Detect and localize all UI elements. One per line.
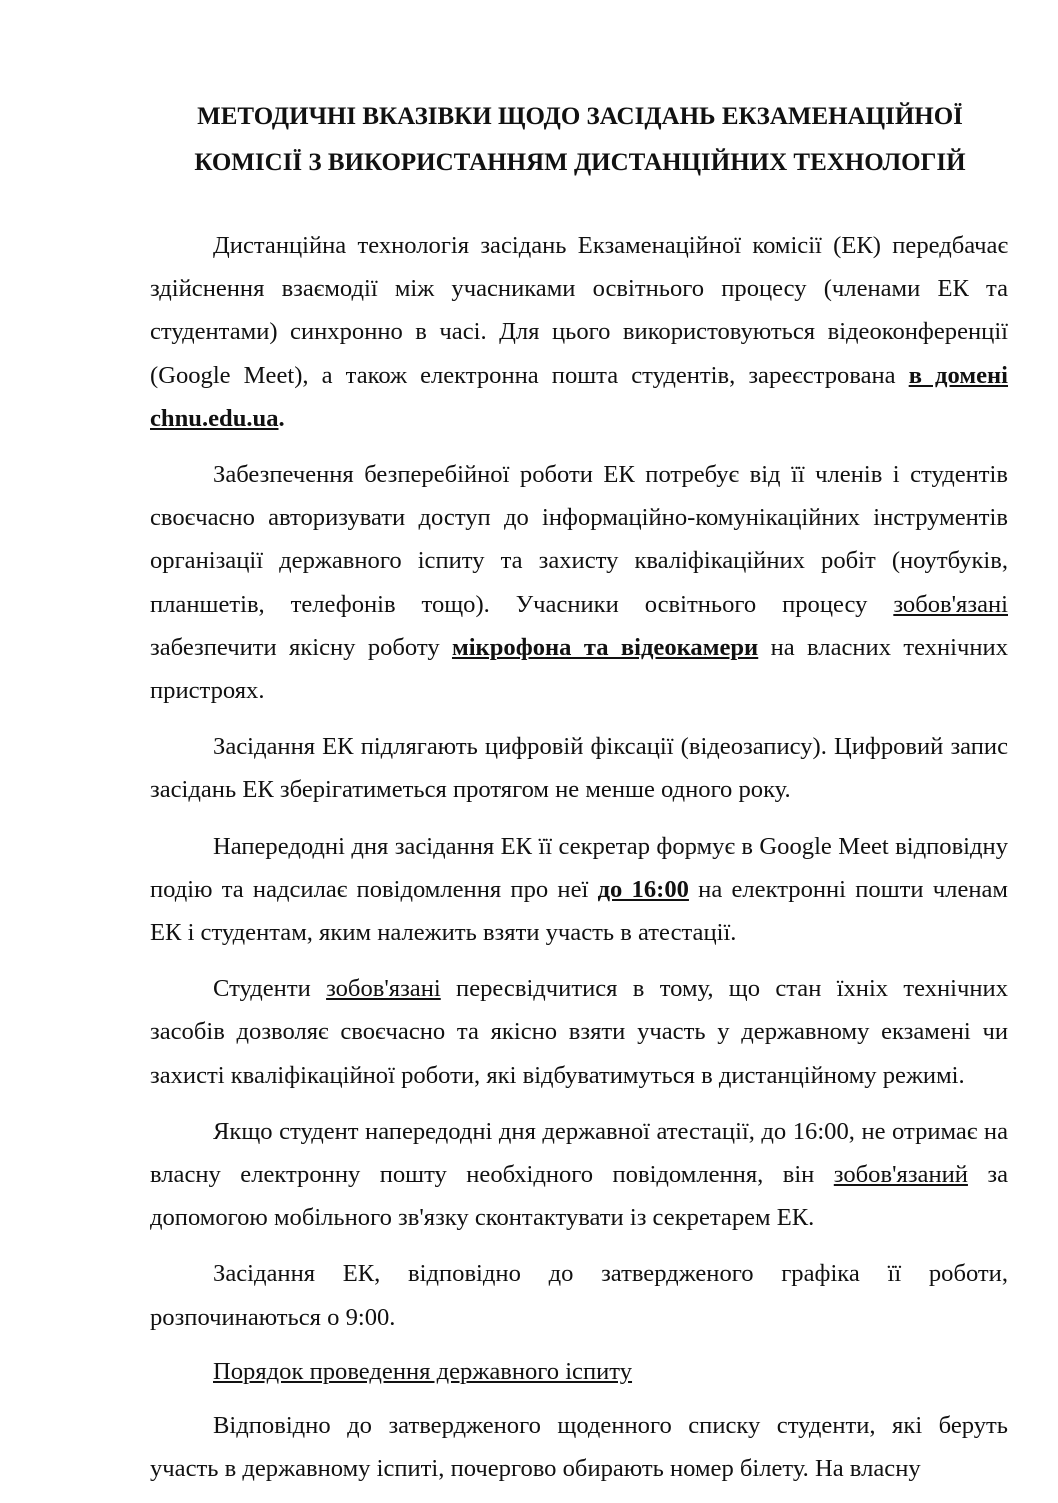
- document-body: [150, 224, 1008, 1503]
- paragraph-4-text-2: на електронні пошти членам ЕК і студентам, яким належить взяти участь в атестації.: [150, 875, 1008, 947]
- paragraph-3-text: Засідання ЕК підлягають цифровій фіксації (відеозапису). Цифровий запис засідань ЕК зберігатиметься протягом не менше одного року.: [150, 733, 1008, 804]
- paragraph-4: [150, 825, 1008, 955]
- paragraph-6-text-2: за допомогою мобільного зв'язку сконтактувати із секретарем ЕК.: [150, 1161, 1009, 1232]
- paragraph-5: [150, 967, 1008, 1097]
- paragraph-2-text-3: на власних технічних пристроях.: [150, 633, 1008, 705]
- paragraph-2-text: Забезпечення безперебійної роботи ЕК потребує від її членів і студентів своєчасно авторизувати доступ до інформаційно-комунікаційних інструментів організації державного іспиту та захисту кваліфікаційних робіт (ноутбуків, планшетів, телефонів тощо). Учасники освітнього процесу: [150, 461, 1008, 618]
- obligation-text: зобов'язаний: [833, 1161, 968, 1189]
- paragraph-4-text: Напередодні дня засідання ЕК її секретар формує в Google Meet відповідну подію та надсилає повідомлення про неї: [150, 832, 1008, 903]
- obligation-text: зобов'язані: [326, 975, 441, 1003]
- paragraph-1: [150, 224, 1008, 440]
- deadline-text: до 16:00: [597, 875, 689, 903]
- paragraph-2: [150, 453, 1008, 712]
- title-line-2: КОМІСІЇ З ВИКОРИСТАННЯМ ДИСТАНЦІЙНИХ ТЕХНОЛОГІЙ: [194, 149, 966, 176]
- section-heading: [150, 1350, 1008, 1393]
- paragraph-7-text: Засідання ЕК, відповідно до затвердженого графіка її роботи, розпочинаються о 9:00.: [150, 1260, 1008, 1331]
- title-line-1: МЕТОДИЧНІ ВКАЗІВКИ ЩОДО ЗАСІДАНЬ ЕКЗАМЕНАЦІЙНОЇ: [197, 103, 963, 130]
- paragraph-6-text: Якщо студент напередодні дня державної атестації, до 16:00, не отримає на власну електронну пошту необхідного повідомлення, він: [150, 1117, 1008, 1189]
- section-heading-text: Порядок проведення державного іспиту: [213, 1357, 633, 1385]
- domain-link-text: в домені chnu.edu.ua: [150, 361, 1009, 432]
- paragraph-3: [150, 725, 1008, 811]
- obligation-text: зобов'язані: [893, 590, 1008, 618]
- document-title: [150, 94, 1010, 186]
- paragraph-8-text: Відповідно до затвердженого щоденного списку студенти, які беруть участь в державному іспиті, почергово обирають номер білету. На власну: [150, 1412, 1008, 1483]
- paragraph-2-text-2: забезпечити якісну роботу: [150, 633, 452, 661]
- paragraph-5-text: Студенти: [213, 975, 327, 1003]
- paragraph-8: [150, 1404, 1008, 1490]
- paragraph-5-text-2: пересвідчитися в тому, що стан їхніх технічних засобів дозволяє своєчасно та якісно взяти участь у державному екзамені чи захисті кваліфікаційної роботи, які відбуватимуться в дистанційному режимі.: [150, 975, 1008, 1089]
- paragraph-6: [150, 1110, 1008, 1240]
- paragraph-7: [150, 1252, 1008, 1338]
- paragraph-1-text: Дистанційна технологія засідань Екзаменаційної комісії (ЕК) передбачає здійснення взаємодії між учасниками освітнього процесу (членами ЕК та студентами) синхронно в часі. Для цього використовуються відеоконференції (Google Meet), а також електронна пошта студентів, зареєстрована: [150, 232, 1008, 389]
- mic-camera-text: мікрофона та відеокамери: [451, 633, 759, 661]
- paragraph-1-end: .: [278, 404, 285, 432]
